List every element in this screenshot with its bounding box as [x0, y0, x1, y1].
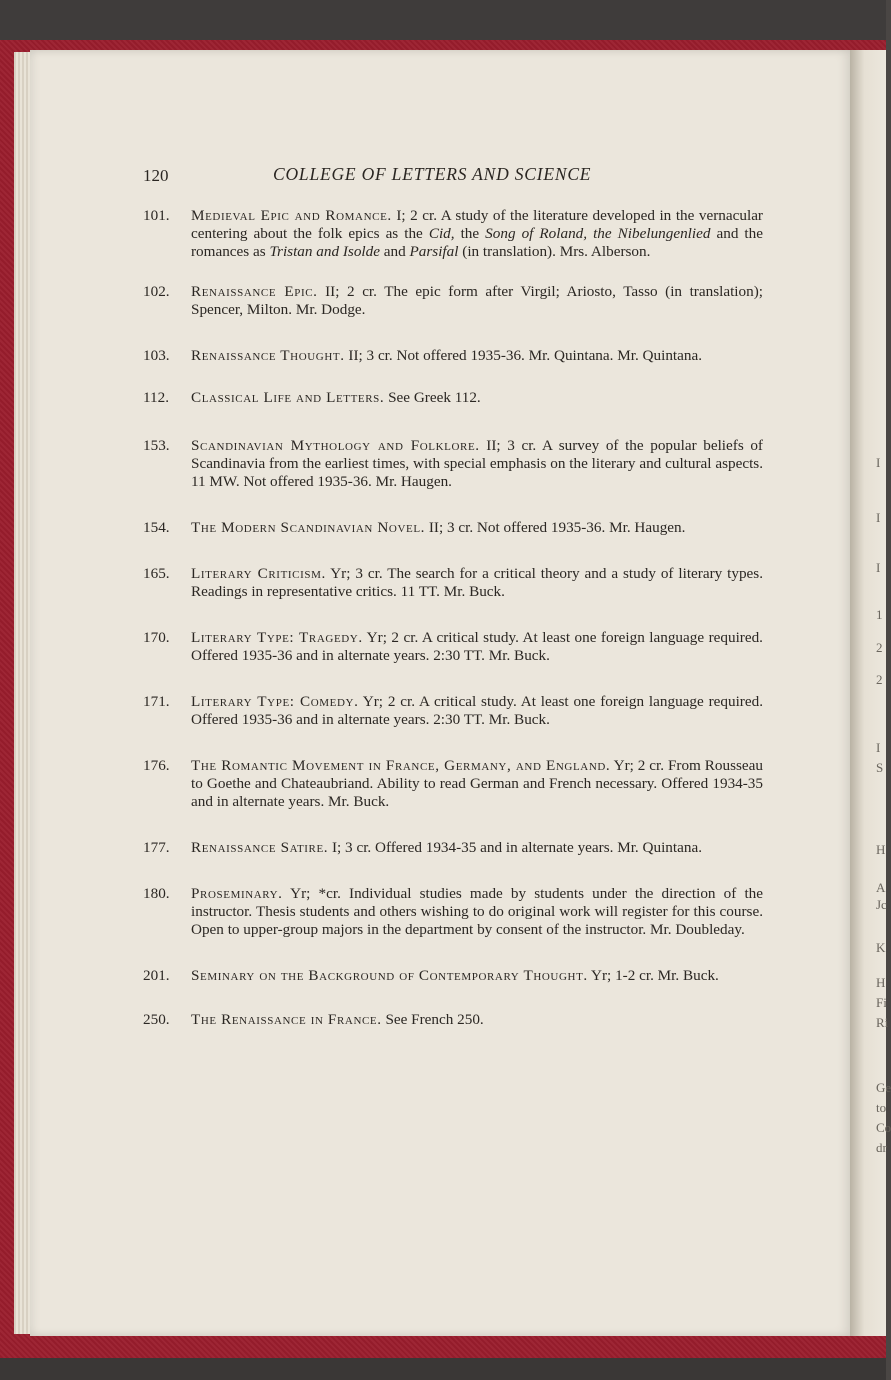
- facing-page-fragment: I: [876, 560, 881, 575]
- course-entry: [143, 437, 763, 491]
- course-number: 201.: [143, 967, 170, 984]
- course-number: 112.: [143, 389, 170, 406]
- course-text: Yr; *cr. Individual studies made by students under the direction of the instructor. Thesis students and others wishing to do original work will register for this course. Open to upper-group majors in the department by consent of the instructor. Mr. Doubleday.: [191, 885, 763, 938]
- facing-page-fragment: I: [876, 740, 881, 755]
- course-number: 154.: [143, 519, 170, 536]
- course-description: [191, 347, 763, 365]
- facing-page-fragment: Ge: [876, 1080, 891, 1095]
- course-entry: [143, 565, 763, 601]
- course-entry: [143, 1011, 763, 1029]
- course-text: Yr; 2 cr. A critical study. At least one foreign language required. Offered 1935-36 and in alternate years. 2:30 TT. Mr. Buck.: [191, 693, 763, 728]
- course-number: 171.: [143, 693, 170, 710]
- course-number: 176.: [143, 757, 170, 774]
- course-entry: [143, 207, 763, 261]
- course-title: Literary Criticism.: [191, 565, 326, 582]
- italic-title-text: Cid,: [428, 225, 455, 242]
- course-text: II; 2 cr. The epic form after Virgil; Ariosto, Tasso (in translation); Spencer, Milton. Mr. Dodge.: [191, 283, 763, 318]
- course-entry: [143, 283, 763, 319]
- course-text: I; 3 cr. Offered 1934-35 and in alternate years. Mr. Quintana.: [328, 839, 702, 856]
- facing-page-fragment: H: [876, 975, 886, 990]
- course-text: and: [379, 243, 410, 260]
- course-description: [191, 389, 763, 407]
- course-number: 165.: [143, 565, 170, 582]
- facing-page-fragment: S: [876, 760, 884, 775]
- course-title: Literary Type: Comedy.: [191, 693, 359, 710]
- course-text: See French 250.: [381, 1011, 484, 1028]
- page-header: [143, 160, 763, 190]
- course-description: [191, 519, 763, 537]
- facing-page-fragment: K: [876, 940, 886, 955]
- course-title: Seminary on the Background of Contemporary Thought.: [191, 967, 588, 984]
- course-title: The Modern Scandinavian Novel.: [191, 519, 426, 536]
- course-title: Literary Type: Tragedy.: [191, 629, 363, 646]
- course-number: 153.: [143, 437, 170, 454]
- course-text: II; 3 cr. Not offered 1935-36. Mr. Quintana. Mr. Quintana.: [344, 347, 703, 364]
- facing-page-fragment: 2: [876, 640, 883, 655]
- course-title: Renaissance Satire.: [191, 839, 329, 856]
- facing-page-fragment: I: [876, 510, 881, 525]
- course-description: [191, 629, 763, 665]
- italic-title-text: Parsifal: [409, 243, 459, 260]
- course-list: [143, 207, 763, 1029]
- course-text: See Greek 112.: [384, 389, 481, 406]
- italic-title-text: Song of Roland, the Nibelungenlied: [485, 225, 711, 242]
- course-title: Renaissance Thought.: [191, 347, 345, 364]
- facing-page-fragment: to: [876, 1100, 887, 1115]
- page-number: 120: [143, 166, 169, 185]
- facing-page-fragment: Co: [876, 1120, 891, 1135]
- course-description: [191, 757, 763, 811]
- course-text: and the romances as: [191, 225, 763, 260]
- facing-page-fragment: Fi: [876, 995, 887, 1010]
- scan-background-top: [0, 0, 886, 42]
- course-number: 180.: [143, 885, 170, 902]
- course-entry: [143, 629, 763, 665]
- course-description: [191, 839, 763, 857]
- facing-page-fragment: A: [876, 880, 886, 895]
- course-entry: [143, 519, 763, 537]
- course-title: Proseminary.: [191, 885, 283, 902]
- course-entry: [143, 693, 763, 729]
- course-number: 101.: [143, 207, 170, 224]
- running-head: COLLEGE OF LETTERS AND SCIENCE: [273, 164, 592, 184]
- course-entry: [143, 347, 763, 365]
- course-title: The Romantic Movement in France, Germany, and England.: [191, 757, 611, 774]
- course-title: Scandinavian Mythology and Folklore.: [191, 437, 480, 454]
- course-description: [191, 967, 763, 985]
- course-text: II; 3 cr. A survey of the popular beliefs of Scandinavia from the earliest times, with special emphasis on the literary and cultural aspects. 11 MW. Not offered 1935-36. Mr. Haugen.: [191, 437, 763, 490]
- course-number: 103.: [143, 347, 170, 364]
- course-number: 170.: [143, 629, 170, 646]
- course-description: [191, 283, 763, 319]
- course-entry: [143, 885, 763, 939]
- facing-page-fragment: 2: [876, 672, 883, 687]
- course-text: Yr; 2 cr. From Rousseau to Goethe and Chateaubriand. Ability to read German and French necessary. Offered 1934-35 and in alternate years. Mr. Buck.: [191, 757, 763, 810]
- course-entry: [143, 757, 763, 811]
- course-entry: [143, 967, 763, 985]
- scan-background-bottom: [0, 1358, 886, 1380]
- course-entry: [143, 839, 763, 857]
- course-entry: [143, 389, 763, 407]
- course-text: (in translation). Mrs. Alberson.: [458, 243, 651, 260]
- italic-title-text: Tristan and Isolde: [269, 243, 380, 260]
- facing-page-fragment: Ri: [876, 1015, 889, 1030]
- course-description: [191, 1011, 763, 1029]
- facing-page-fragment: dr: [876, 1140, 887, 1155]
- course-number: 250.: [143, 1011, 170, 1028]
- facing-page-fragment: I: [876, 455, 881, 470]
- facing-page-fragment: 1: [876, 607, 883, 622]
- course-number: 102.: [143, 283, 170, 300]
- course-description: [191, 565, 763, 601]
- course-text: II; 3 cr. Not offered 1935-36. Mr. Haugen.: [425, 519, 686, 536]
- course-title: Renaissance Epic.: [191, 283, 318, 300]
- facing-page-fragment: H: [876, 842, 886, 857]
- facing-page-fragment: Jc: [876, 897, 887, 912]
- course-title: Classical Life and Letters.: [191, 389, 385, 406]
- course-text: the: [454, 225, 486, 242]
- course-description: [191, 693, 763, 729]
- course-text: Yr; 1-2 cr. Mr. Buck.: [587, 967, 719, 984]
- course-description: [191, 207, 763, 261]
- course-title: The Renaissance in France.: [191, 1011, 382, 1028]
- course-text: I; 2 cr. A study of the literature developed in the vernacular centering about the folk epics as the: [191, 207, 763, 242]
- adjacent-page-edge: [850, 50, 891, 1336]
- course-description: [191, 885, 763, 939]
- course-text: Yr; 3 cr. The search for a critical theory and a study of literary types. Readings in representative critics. 11 TT. Mr. Buck.: [191, 565, 763, 600]
- course-description: [191, 437, 763, 491]
- course-title: Medieval Epic and Romance.: [191, 207, 392, 224]
- course-number: 177.: [143, 839, 170, 856]
- course-text: Yr; 2 cr. A critical study. At least one foreign language required. Offered 1935-36 and in alternate years. 2:30 TT. Mr. Buck.: [191, 629, 763, 664]
